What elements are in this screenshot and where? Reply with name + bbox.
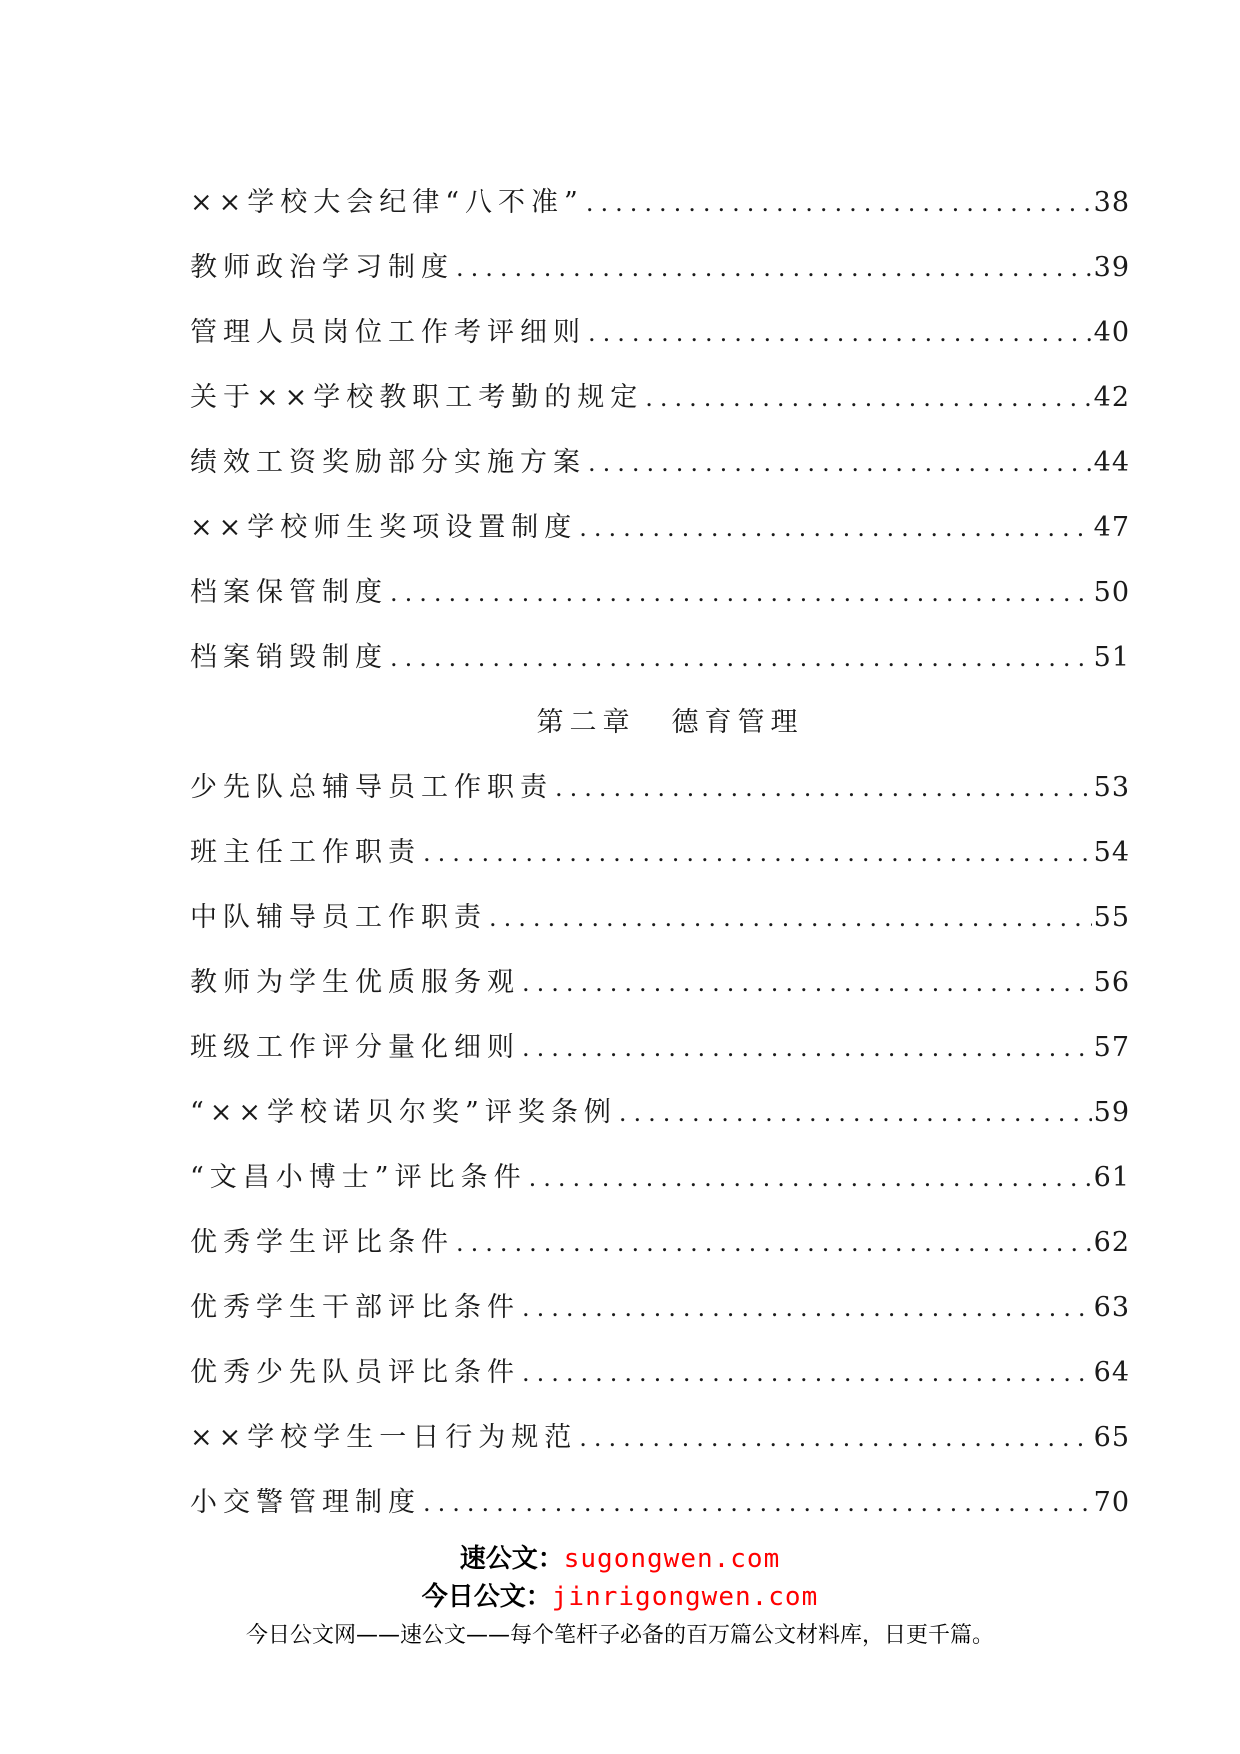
toc-entry[interactable] [190, 495, 1130, 560]
toc-leader-dots [456, 236, 1092, 301]
toc-entry[interactable] [190, 1470, 1130, 1535]
toc-leader-dots [588, 431, 1092, 496]
chapter-number: 第二章 [536, 707, 636, 738]
toc-entry[interactable] [190, 1015, 1130, 1080]
toc-entry-title: 优秀学生评比条件 [190, 1227, 454, 1258]
toc-entry[interactable] [190, 755, 1130, 820]
toc-entry[interactable] [190, 625, 1130, 690]
toc-entry-title: 绩效工资奖励部分实施方案 [190, 447, 586, 478]
toc-entry-title: 教师政治学习制度 [190, 252, 454, 283]
chapter-heading[interactable] [190, 690, 1130, 755]
toc-leader-dots [588, 301, 1092, 366]
footer-label: 速公文： [459, 1544, 564, 1574]
toc-entry-page: 57 [1093, 1032, 1130, 1063]
toc-leader-dots [423, 1471, 1092, 1536]
toc-leader-dots [522, 1016, 1092, 1081]
footer-link-sugongwen[interactable]: sugongwen.com [563, 1544, 781, 1574]
toc-entry-page: 64 [1093, 1357, 1130, 1388]
toc-entry[interactable] [190, 885, 1130, 950]
toc-leader-dots [645, 366, 1091, 431]
toc-leader-dots [579, 496, 1091, 561]
toc-entry[interactable] [190, 950, 1130, 1015]
toc-entry-page: 65 [1093, 1422, 1130, 1453]
footer-line-jinrigongwen [0, 1578, 1240, 1616]
toc-leader-dots [522, 1341, 1092, 1406]
toc-leader-dots [529, 1146, 1092, 1211]
toc-entry-title: 小交警管理制度 [190, 1487, 421, 1518]
toc-entry-title: 档案保管制度 [190, 577, 388, 608]
toc-leader-dots [456, 1211, 1092, 1276]
toc-leader-dots [390, 561, 1092, 626]
toc-entry-title: 档案销毁制度 [190, 642, 388, 673]
toc-leader-dots [579, 1406, 1091, 1471]
toc-entry[interactable] [190, 430, 1130, 495]
toc-entry[interactable] [190, 820, 1130, 885]
toc-entry[interactable] [190, 235, 1130, 300]
toc-entry-page: 70 [1093, 1487, 1130, 1518]
toc-entry-page: 61 [1093, 1162, 1130, 1193]
footer-link-jinrigongwen[interactable]: jinrigongwen.com [551, 1582, 819, 1612]
toc-entry-page: 51 [1093, 642, 1130, 673]
toc-entry-title: ××学校师生奖项设置制度 [190, 512, 578, 543]
toc-entry-page: 54 [1093, 837, 1130, 868]
toc-leader-dots [423, 821, 1092, 886]
toc-leader-dots [522, 951, 1092, 1016]
toc-entry[interactable] [190, 1145, 1130, 1210]
toc-entry[interactable] [190, 1275, 1130, 1340]
toc-entry-page: 55 [1093, 902, 1130, 933]
toc-leader-dots [390, 626, 1092, 691]
toc-entry-title: ××学校学生一日行为规范 [190, 1422, 578, 1453]
toc-entry[interactable] [190, 1080, 1130, 1145]
toc-entry[interactable] [190, 365, 1130, 430]
toc-entry-title: 少先队总辅导员工作职责 [190, 772, 553, 803]
toc-entry-page: 44 [1093, 447, 1130, 478]
toc-entry-page: 38 [1093, 187, 1130, 218]
footer-watermark [0, 1540, 1240, 1654]
toc-leader-dots [619, 1081, 1092, 1146]
toc-entry-title: 班级工作评分量化细则 [190, 1032, 520, 1063]
toc-entry-page: 59 [1093, 1097, 1130, 1128]
toc-entry-title: 教师为学生优质服务观 [190, 967, 520, 998]
toc-entry-title: 关于××学校教职工考勤的规定 [190, 382, 644, 413]
toc-entry-title: 优秀学生干部评比条件 [190, 1292, 520, 1323]
table-of-contents [190, 170, 1130, 1535]
toc-entry-page: 50 [1093, 577, 1130, 608]
toc-entry-title: 中队辅导员工作职责 [190, 902, 487, 933]
toc-entry-title: 班主任工作职责 [190, 837, 421, 868]
toc-entry-page: 63 [1093, 1292, 1130, 1323]
footer-line-sugongwen [0, 1540, 1240, 1578]
toc-entry[interactable] [190, 170, 1130, 235]
toc-leader-dots [489, 886, 1092, 951]
toc-entry-title: “××学校诺贝尔奖”评奖条例 [190, 1097, 617, 1128]
toc-entry-page: 62 [1093, 1227, 1130, 1258]
chapter-name: 德育管理 [671, 707, 804, 738]
toc-entry-page: 40 [1093, 317, 1130, 348]
toc-entry-title: 优秀少先队员评比条件 [190, 1357, 520, 1388]
toc-entry-title: ××学校大会纪律“八不准” [190, 187, 584, 218]
toc-entry-page: 39 [1093, 252, 1130, 283]
toc-entry-page: 47 [1093, 512, 1130, 543]
toc-entry[interactable] [190, 1340, 1130, 1405]
footer-slogan: 今日公文网——速公文——每个笔杆子必备的百万篇公文材料库，日更千篇。 [245, 1623, 994, 1648]
toc-entry-page: 56 [1093, 967, 1130, 998]
toc-entry-page: 42 [1093, 382, 1130, 413]
toc-leader-dots [586, 171, 1092, 236]
toc-leader-dots [522, 1276, 1092, 1341]
toc-leader-dots [555, 756, 1092, 821]
toc-entry-title: 管理人员岗位工作考评细则 [190, 317, 586, 348]
toc-entry[interactable] [190, 560, 1130, 625]
toc-entry[interactable] [190, 1405, 1130, 1470]
toc-entry-title: “文昌小博士”评比条件 [190, 1162, 527, 1193]
toc-entry[interactable] [190, 300, 1130, 365]
toc-entry[interactable] [190, 1210, 1130, 1275]
toc-entry-page: 53 [1093, 772, 1130, 803]
footer-label: 今日公文： [421, 1582, 552, 1612]
